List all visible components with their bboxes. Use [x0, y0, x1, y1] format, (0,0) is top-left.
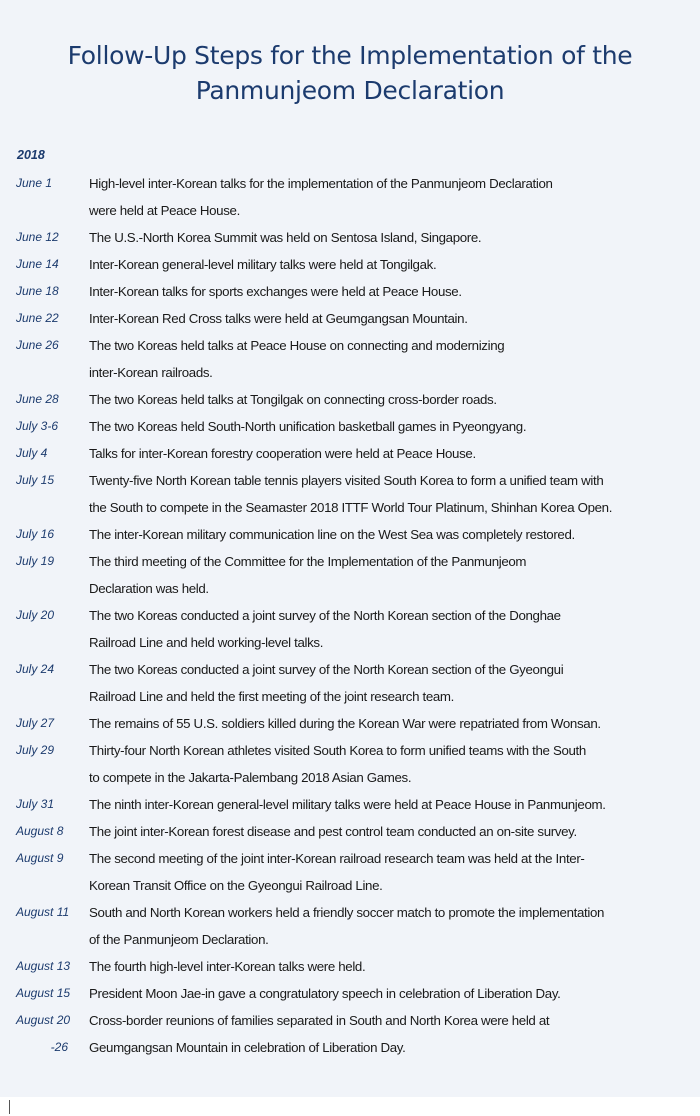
year-heading: 2018 — [17, 148, 45, 162]
entry-description-line: Talks for inter-Korean forestry cooperation were held at Peace House. — [89, 446, 476, 461]
entry-description-line: The inter-Korean military communication line on the West Sea was completely restored. — [89, 527, 575, 542]
timeline-entry — [0, 251, 700, 278]
entry-description-line: Thirty-four North Korean athletes visited South Korea to form unified teams with the South — [89, 743, 586, 758]
timeline-entry — [0, 467, 700, 521]
entry-description — [89, 278, 684, 305]
entry-date — [0, 332, 89, 359]
entry-description-line: The two Koreas conducted a joint survey of the North Korean section of the Donghae — [89, 608, 561, 623]
timeline-entry — [0, 899, 700, 953]
entry-date — [0, 845, 89, 872]
entry-description — [89, 521, 684, 548]
entry-description — [89, 845, 684, 899]
entry-description-line: Twenty-five North Korean table tennis players visited South Korea to form a unified team with — [89, 473, 604, 488]
entry-description-line: The two Koreas held South-North unification basketball games in Pyeongyang. — [89, 419, 527, 434]
timeline-entry — [0, 1007, 700, 1061]
entry-date — [0, 278, 89, 305]
entry-description — [89, 953, 684, 980]
entry-description-line: Inter-Korean Red Cross talks were held at Geumgangsan Mountain. — [89, 311, 468, 326]
entry-date — [0, 386, 89, 413]
entry-description-line: the South to compete in the Seamaster 2018 ITTF World Tour Platinum, Shinhan Korea Open. — [89, 500, 613, 515]
entry-date-text: August 15 — [16, 986, 71, 1000]
timeline-entry — [0, 791, 700, 818]
entry-date-text: June 14 — [16, 257, 59, 271]
entry-date — [0, 170, 89, 197]
entry-date-end: -26 — [50, 1040, 68, 1054]
entry-date — [0, 413, 89, 440]
entry-description — [89, 656, 684, 710]
entry-date-text: July 29 — [16, 743, 55, 757]
entry-date — [0, 953, 89, 980]
entry-date-text: July 27 — [16, 716, 55, 730]
entry-date-text: June 12 — [16, 230, 59, 244]
entry-date — [0, 224, 89, 251]
entry-date — [0, 656, 89, 683]
entry-description — [89, 737, 684, 791]
entry-description-line: The fourth high-level inter-Korean talks were held. — [89, 959, 366, 974]
entry-description-line: to compete in the Jakarta-Palembang 2018 Asian Games. — [89, 770, 412, 785]
entry-date-text: June 28 — [16, 392, 59, 406]
timeline-entry — [0, 737, 700, 791]
timeline-entry — [0, 413, 700, 440]
entry-date-text: July 15 — [16, 473, 55, 487]
entry-description-line: The two Koreas held talks at Tongilgak on connecting cross-border roads. — [89, 392, 497, 407]
timeline-entry — [0, 170, 700, 224]
entry-date-text: June 22 — [16, 311, 59, 325]
timeline-entry — [0, 305, 700, 332]
entry-description-line: The U.S.-North Korea Summit was held on Sentosa Island, Singapore. — [89, 230, 482, 245]
timeline-entry — [0, 440, 700, 467]
entry-description — [89, 386, 684, 413]
entry-date-text: August 11 — [16, 905, 70, 919]
entry-description — [89, 710, 684, 737]
timeline-entry — [0, 521, 700, 548]
entry-date — [0, 467, 89, 494]
timeline-entry — [0, 656, 700, 710]
entry-description-line: The second meeting of the joint inter-Korean railroad research team was held at the Inter- — [89, 851, 585, 866]
entry-date-text: July 31 — [16, 797, 55, 811]
timeline-entry — [0, 386, 700, 413]
entry-date-text: June 18 — [16, 284, 59, 298]
entry-description-line: The ninth inter-Korean general-level military talks were held at Peace House in Panmunjeom. — [89, 797, 606, 812]
entry-description-line: President Moon Jae-in gave a congratulatory speech in celebration of Liberation Day. — [89, 986, 561, 1001]
entry-description-line: The two Koreas held talks at Peace House on connecting and modernizing — [89, 338, 505, 353]
entry-description — [89, 170, 684, 224]
entry-date-text: June 1 — [16, 176, 53, 190]
entry-date-text: July 4 — [16, 446, 48, 460]
page-edge-mark — [9, 1100, 10, 1114]
entry-date — [0, 305, 89, 332]
entry-description-line: Declaration was held. — [89, 581, 209, 596]
entry-date-text: July 20 — [16, 608, 55, 622]
entry-date — [0, 899, 89, 926]
page-title-line-1: Follow-Up Steps for the Implementation of the — [67, 41, 633, 70]
entry-date-text: August 8 — [16, 824, 64, 838]
entry-description-line: The joint inter-Korean forest disease and pest control team conducted an on-site survey. — [89, 824, 577, 839]
timeline-entry — [0, 980, 700, 1007]
entry-description — [89, 467, 684, 521]
entry-date — [0, 980, 89, 1007]
entry-date — [0, 440, 89, 467]
entry-description — [89, 305, 684, 332]
entry-description-line: Geumgangsan Mountain in celebration of Liberation Day. — [89, 1040, 406, 1055]
entry-description-line: of the Panmunjeom Declaration. — [89, 932, 269, 947]
entry-description-line: Inter-Korean talks for sports exchanges were held at Peace House. — [89, 284, 462, 299]
entry-description-line: Cross-border reunions of families separated in South and North Korea were held at — [89, 1013, 550, 1028]
entry-date-text: June 26 — [16, 338, 59, 352]
entry-description-line: The remains of 55 U.S. soldiers killed during the Korean War were repatriated from Wonsan. — [89, 716, 601, 731]
entry-date — [0, 791, 89, 818]
entry-description-line: The third meeting of the Committee for the Implementation of the Panmunjeom — [89, 554, 527, 569]
page-title — [0, 38, 700, 108]
timeline-entry — [0, 710, 700, 737]
entry-description — [89, 1007, 684, 1061]
entry-description — [89, 332, 684, 386]
entry-date — [0, 710, 89, 737]
entry-date-text: August 20 — [16, 1013, 71, 1027]
timeline-entry — [0, 224, 700, 251]
entry-description — [89, 899, 684, 953]
entry-description-line: South and North Korean workers held a friendly soccer match to promote the implementation — [89, 905, 605, 920]
timeline-entry — [0, 332, 700, 386]
entry-description-line: Railroad Line and held working-level talks. — [89, 635, 324, 650]
entry-date-text: July 19 — [16, 554, 55, 568]
entry-date — [0, 251, 89, 278]
entry-description-line: Inter-Korean general-level military talks were held at Tongilgak. — [89, 257, 437, 272]
entry-date-text: August 13 — [16, 959, 71, 973]
timeline-entry — [0, 548, 700, 602]
entry-date-text: July 3-6 — [16, 419, 59, 433]
entry-description — [89, 602, 684, 656]
entry-date — [0, 737, 89, 764]
entry-description-line: High-level inter-Korean talks for the implementation of the Panmunjeom Declaration — [89, 176, 553, 191]
entry-description-line: Korean Transit Office on the Gyeongui Railroad Line. — [89, 878, 383, 893]
entry-description — [89, 791, 684, 818]
entry-date-text: July 24 — [16, 662, 55, 676]
entry-description-line: were held at Peace House. — [89, 203, 240, 218]
entry-description-line: The two Koreas conducted a joint survey of the North Korean section of the Gyeongui — [89, 662, 564, 677]
entry-description-line: Railroad Line and held the first meeting of the joint research team. — [89, 689, 454, 704]
timeline-entry — [0, 818, 700, 845]
entry-description — [89, 818, 684, 845]
entry-description — [89, 980, 684, 1007]
entry-description-line: inter-Korean railroads. — [89, 365, 213, 380]
entry-description — [89, 224, 684, 251]
entry-date-text: August 9 — [16, 851, 64, 865]
entry-date — [0, 548, 89, 575]
entry-description — [89, 440, 684, 467]
entry-date-text: July 16 — [16, 527, 55, 541]
timeline-entry — [0, 953, 700, 980]
entry-date — [0, 818, 89, 845]
page-title-line-2: Panmunjeom Declaration — [195, 76, 505, 105]
entry-date — [0, 602, 89, 629]
entry-date — [0, 1007, 89, 1061]
event-list — [0, 170, 700, 1061]
entry-description — [89, 251, 684, 278]
timeline-entry — [0, 278, 700, 305]
timeline-entry — [0, 845, 700, 899]
timeline-entry — [0, 602, 700, 656]
entry-description — [89, 413, 684, 440]
entry-description — [89, 548, 684, 602]
entry-date — [0, 521, 89, 548]
